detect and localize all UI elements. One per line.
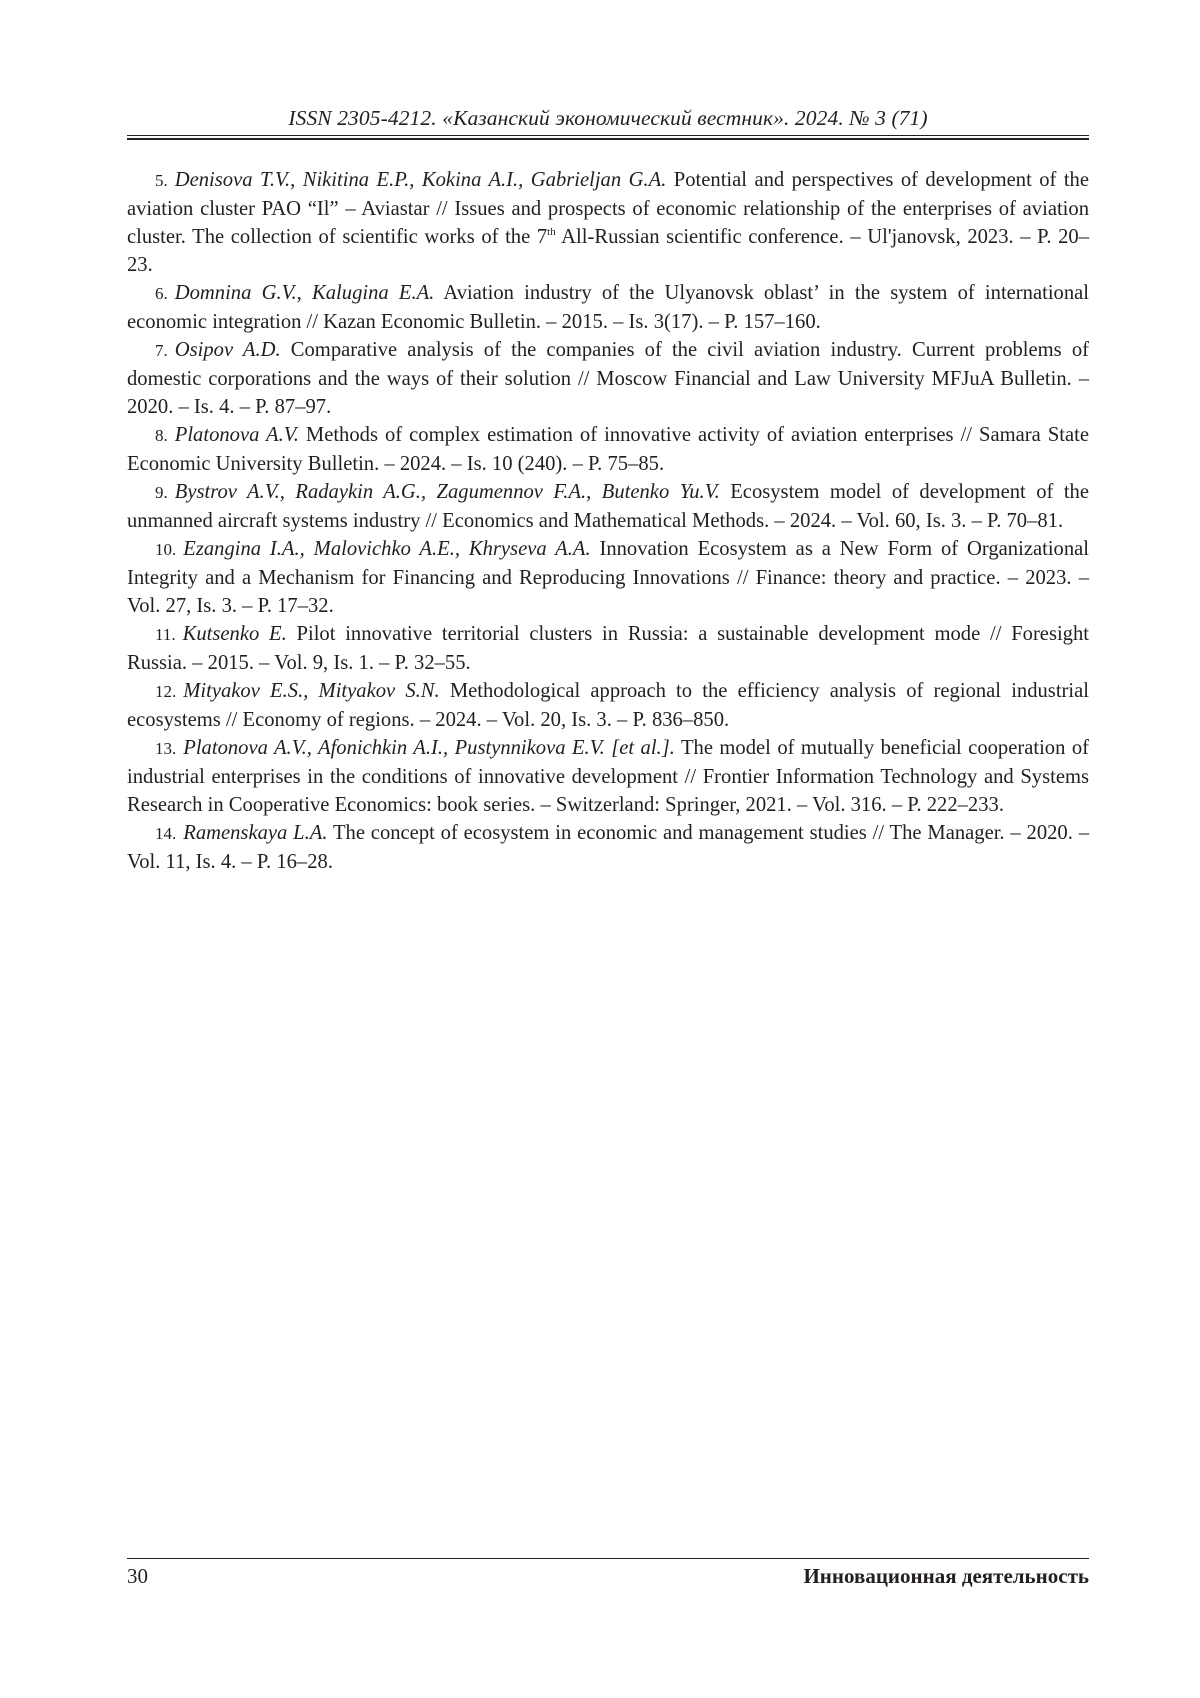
reference-text: Pilot innovative territorial clusters in Russia: a sustainable development mode // Foresight Russia. – 2015. – Vol. 9, Is. 1. – P. 32–55. [127, 623, 1090, 674]
reference-text: The concept of ecosystem in economic and management studies // The Manager. – 2020. – Vol. 11, Is. 4. – P. 16–28. [127, 822, 1090, 873]
reference-item-9 [127, 478, 1089, 535]
reference-number: 5. [155, 171, 168, 190]
reference-authors: Bystrov A.V., Radaykin A.G., Zagumennov F.A., Butenko Yu.V. [174, 481, 720, 503]
reference-authors: Kutsenko E. [182, 623, 287, 645]
reference-text: Comparative analysis of the companies of the civil aviation industry. Current problems of domestic corporations and the ways of their solution // Moscow Financial and Law University MFJuA Bulletin. – 2020. – Is. 4. – P. 87–97. [127, 339, 1089, 418]
header-rule-thin [127, 135, 1089, 136]
reference-text-continued: All-Russian scientific conference. – Ul'janovsk, 2023. – P. 20–23. [127, 226, 1089, 276]
section-title: Инновационная деятельность [803, 1564, 1089, 1588]
superscript-ordinal: th [547, 226, 556, 238]
reference-item-6 [127, 279, 1089, 336]
reference-authors: Osipov A.D. [174, 339, 281, 361]
reference-item-14 [127, 819, 1089, 876]
reference-number: 8. [155, 426, 168, 445]
reference-number: 13. [155, 739, 177, 758]
reference-text: Methods of complex estimation of innovative activity of aviation enterprises // Samara State Economic University Bulletin. – 2024. – Is. 10 (240). – P. 75–85. [127, 424, 1089, 475]
reference-item-7 [127, 336, 1089, 421]
reference-number: 10. [155, 540, 177, 559]
header-rule-thick [127, 138, 1089, 140]
reference-number: 9. [155, 483, 168, 502]
reference-authors: Platonova A.V. [174, 424, 299, 446]
reference-text: Innovation Ecosystem as a New Form of Organizational Integrity and a Mechanism for Financing and Reproducing Innovations // Finance: theory and practice. – 2023. – Vol. 27, Is. 3. – P. 17–32. [127, 538, 1089, 617]
reference-number: 7. [155, 341, 168, 360]
reference-text: Aviation industry of the Ulyanovsk oblast’ in the system of international economic integration // Kazan Economic Bulletin. – 2015. – Is. 3(17). – P. 157–160. [127, 282, 1090, 333]
reference-text: Methodological approach to the efficiency analysis of regional industrial ecosystems // Economy of regions. – 2024. – Vol. 20, Is. 3. – P. 836–850. [127, 680, 1089, 731]
footer-rule [127, 1558, 1089, 1559]
reference-number: 11. [155, 625, 176, 644]
reference-authors: Domnina G.V., Kalugina E.A. [174, 282, 435, 304]
reference-authors: Ramenskaya L.A. [183, 822, 328, 844]
reference-list [127, 166, 1089, 876]
reference-item-12 [127, 677, 1089, 734]
reference-item-11 [127, 620, 1089, 677]
reference-text: Ecosystem model of development of the unmanned aircraft systems industry // Economics and Mathematical Methods. – 2024. – Vol. 60, Is. 3. – P. 70–81. [127, 481, 1089, 532]
reference-item-13 [127, 734, 1089, 819]
page-number: 30 [127, 1564, 148, 1588]
reference-text: Potential and perspectives of development of the aviation cluster PAO “Il” – Aviastar // Issues and prospects of economic relationship of the enterprises of aviation cluster. The collection of scientific works of the 7 [127, 169, 1089, 248]
reference-number: 12. [155, 682, 177, 701]
reference-number: 14. [155, 824, 177, 843]
reference-authors: Mityakov E.S., Mityakov S.N. [183, 680, 440, 702]
running-header: ISSN 2305-4212. «Казанский экономический вестник». 2024. № 3 (71) [288, 106, 928, 130]
reference-text: The model of mutually beneficial cooperation of industrial enterprises in the conditions of innovative development // Frontier Information Technology and Systems Research in Cooperative Economics: book series. – Switzerland: Springer, 2021. – Vol. 316. – P. 222–233. [127, 737, 1089, 816]
reference-item-5 [127, 166, 1089, 279]
reference-item-8 [127, 421, 1089, 478]
reference-authors: Denisova T.V., Nikitina E.P., Kokina A.I., Gabrieljan G.A. [174, 169, 667, 191]
reference-authors: Ezangina I.A., Malovichko A.E., Khryseva A.A. [183, 538, 591, 560]
reference-item-10 [127, 535, 1089, 620]
reference-number: 6. [155, 284, 168, 303]
reference-authors: Platonova A.V., Afonichkin A.I., Pustynnikova E.V. [et al.]. [183, 737, 675, 759]
